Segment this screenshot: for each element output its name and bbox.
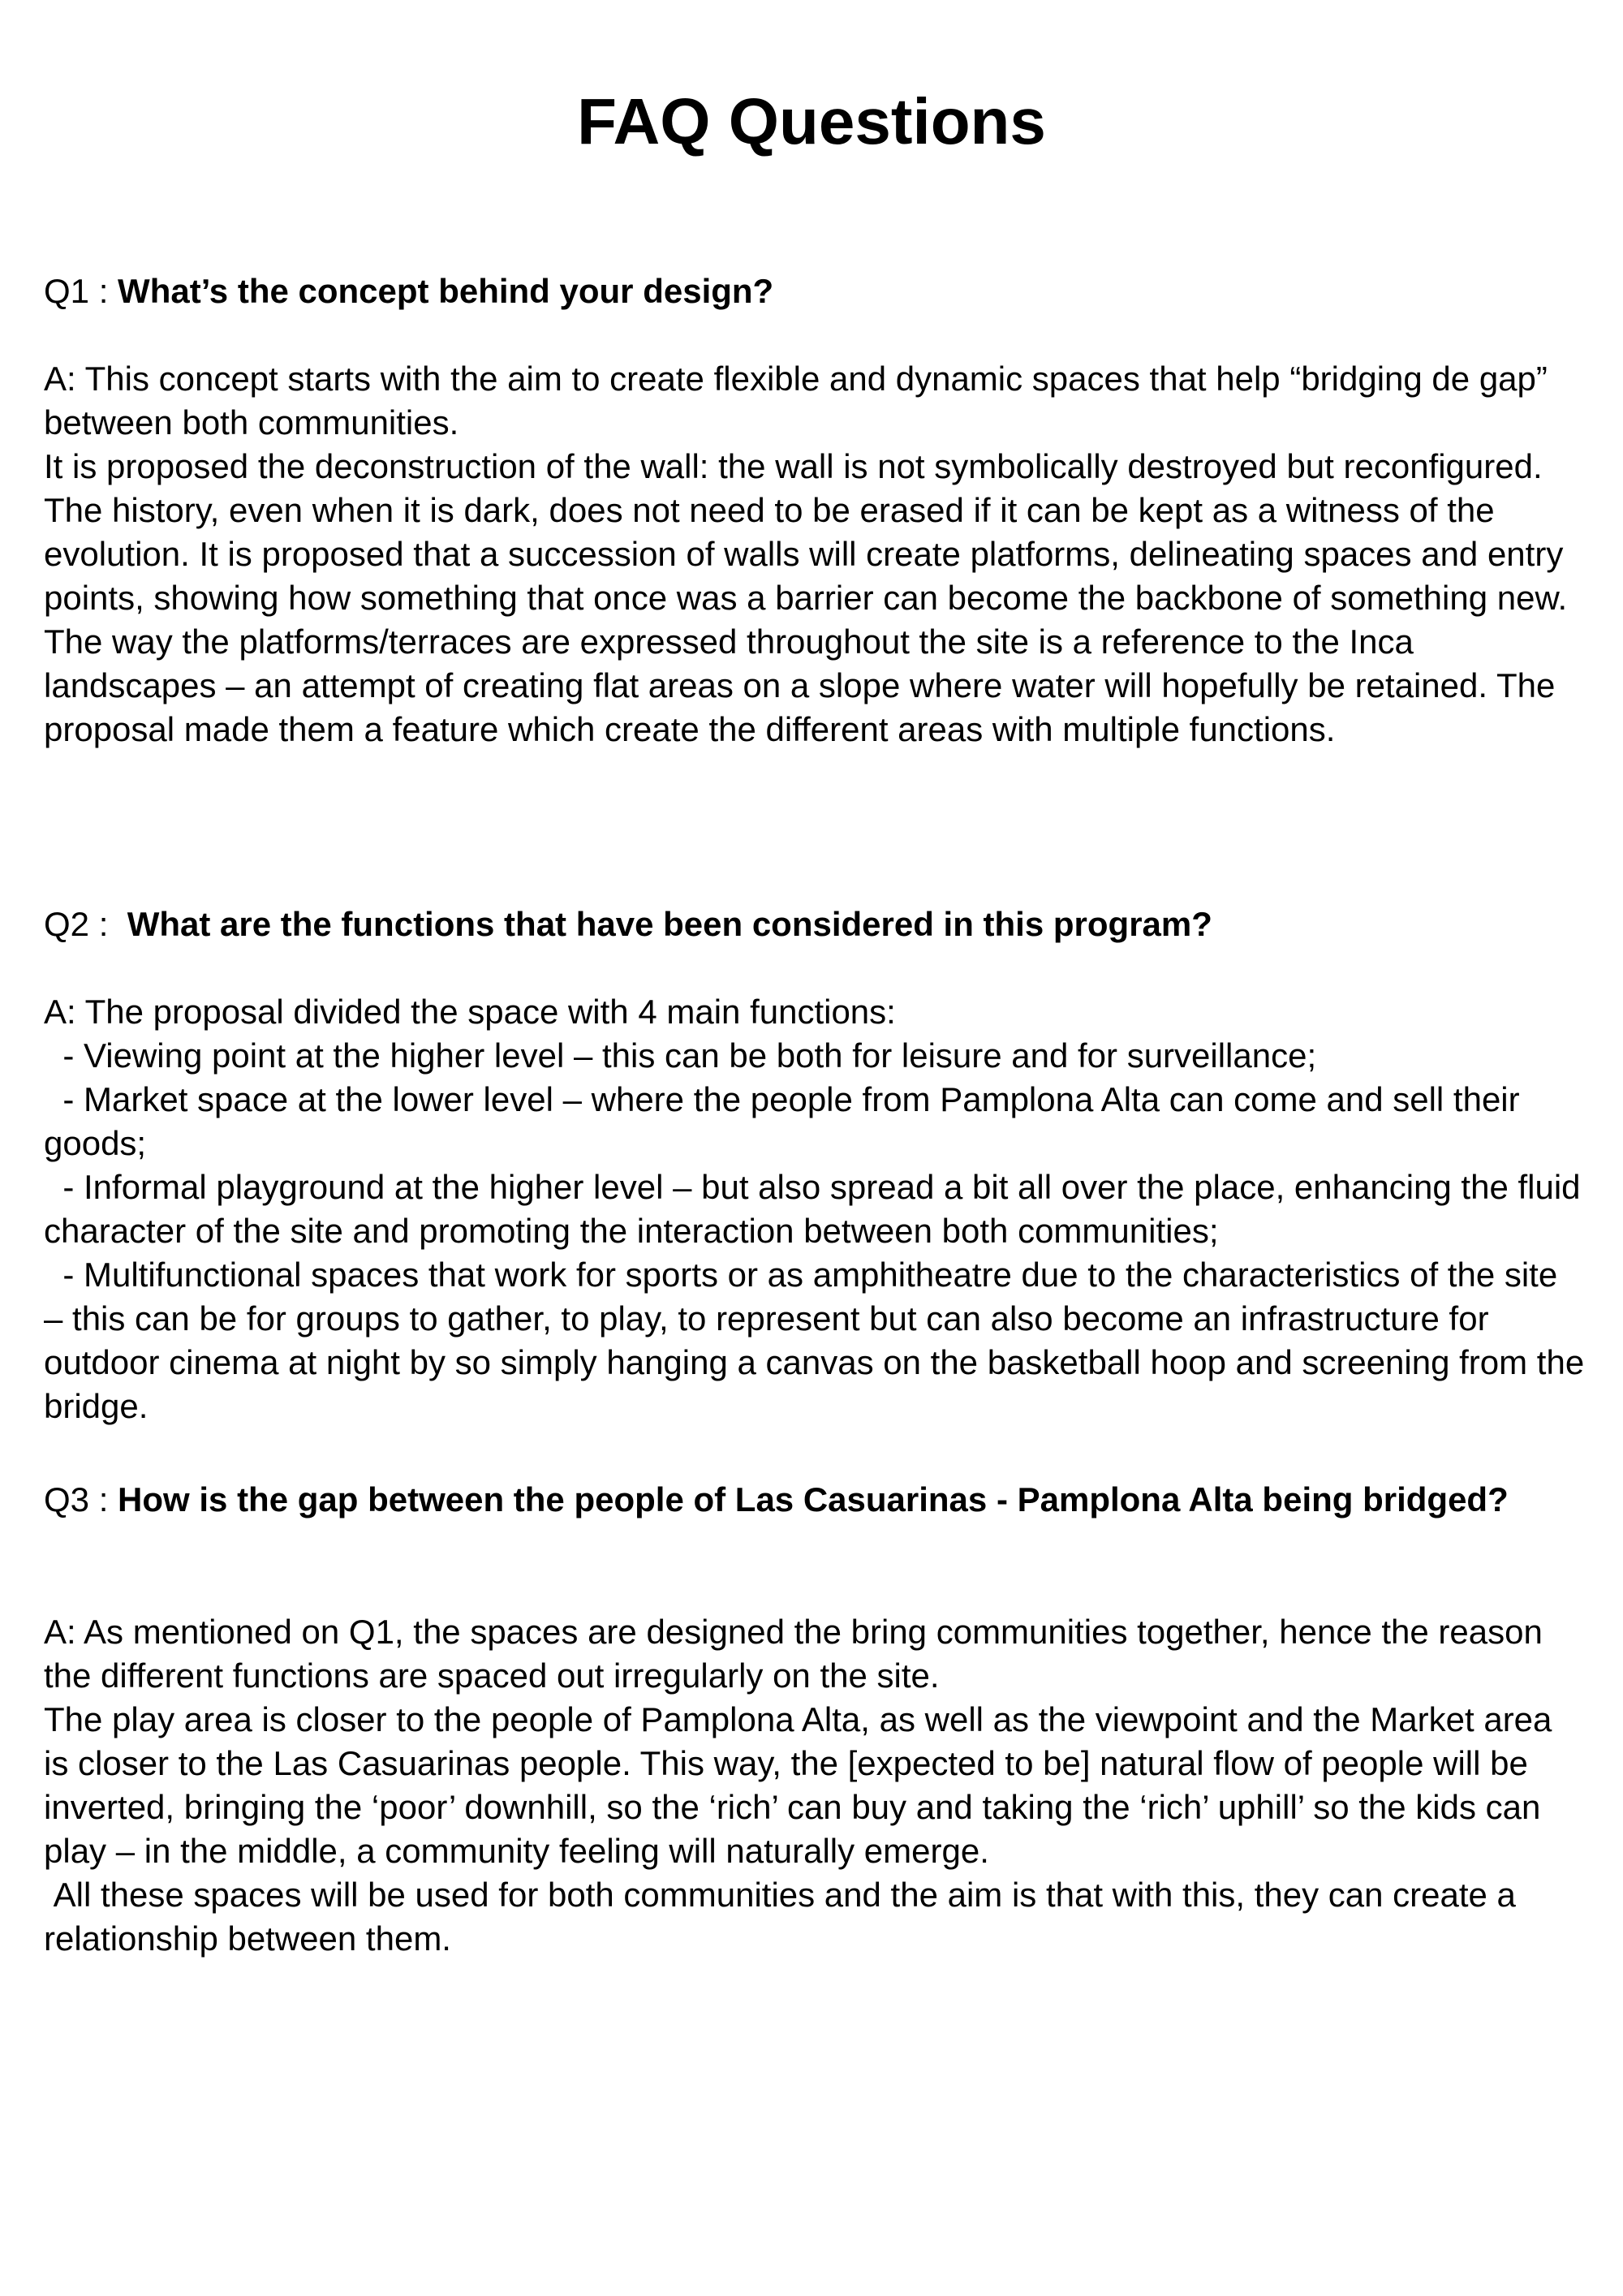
answer-list-item: - Informal playground at the higher level – but also spread a bit all over the place, enhancing the fluid character of the site and promoting the interaction between both communities; xyxy=(44,1168,1591,1250)
answer-list-item: - Multifunctional spaces that work for sports or as amphitheatre due to the characteristics of the site – this can be for groups to gather, to play, to represent but can also become an infrastructure for outdoor cinema at night by so simply hanging a canvas on the basketball hoop and screening from the bridge. xyxy=(44,1256,1594,1425)
faq-answer-3 xyxy=(44,1610,1586,1961)
page-title: FAQ Questions xyxy=(577,85,1046,157)
answer-paragraph: A: As mentioned on Q1, the spaces are designed the bring communities together, hence the reason the different functions are spaced out irregularly on the site. xyxy=(44,1613,1543,1695)
answer-paragraph: A: The proposal divided the space with 4 main functions: xyxy=(44,993,896,1031)
faq-question-1 xyxy=(44,269,1586,313)
faq-question-2 xyxy=(44,902,1586,946)
question-label: Q2 : xyxy=(44,905,127,943)
question-label: Q3 : xyxy=(44,1480,118,1518)
answer-paragraph: The way the platforms/terraces are expressed throughout the site is a reference to the Inca landscapes – an attempt of creating flat areas on a slope where water will hopefully be retained. The proposal made them a feature which create the different areas with multiple functions. xyxy=(44,622,1556,748)
question-text: What are the functions that have been considered in this program? xyxy=(127,905,1212,943)
answer-paragraph: It is proposed the deconstruction of the wall: the wall is not symbolically destroyed but reconfigured. The history, even when it is dark, does not need to be erased if it can be kept as a witness of the evolution. It is proposed that a succession of walls will create platforms, delineating spaces and entry points, showing how something that once was a barrier can become the backbone of something new. xyxy=(44,447,1568,617)
faq-question-3 xyxy=(44,1478,1586,1522)
question-text: What’s the concept behind your design? xyxy=(118,272,774,310)
answer-paragraph: A: This concept starts with the aim to create flexible and dynamic spaces that help “bridging de gap” between both communities. xyxy=(44,360,1548,442)
faq-answer-2 xyxy=(44,990,1594,1428)
question-label: Q1 : xyxy=(44,272,118,310)
answer-list-item: - Viewing point at the higher level – this can be both for leisure and for surveillance; xyxy=(44,1036,1317,1075)
answer-list-item: - Market space at the lower level – where the people from Pamplona Alta can come and sell their goods; xyxy=(44,1080,1530,1162)
answer-paragraph: The play area is closer to the people of Pamplona Alta, as well as the viewpoint and the Market area is closer to the Las Casuarinas people. This way, the [expected to be] natural flow of people will be inverted, bringing the ‘poor’ downhill, so the ‘rich’ can buy and taking the ‘rich’ uphill’ so the kids can play – in the middle, a community feeling will naturally emerge. xyxy=(44,1700,1552,1870)
answer-paragraph: All these spaces will be used for both communities and the aim is that with this, they can create a relationship between them. xyxy=(44,1876,1526,1958)
faq-answer-1 xyxy=(44,357,1586,752)
question-text: How is the gap between the people of Las Casuarinas - Pamplona Alta being bridged? xyxy=(118,1480,1509,1518)
